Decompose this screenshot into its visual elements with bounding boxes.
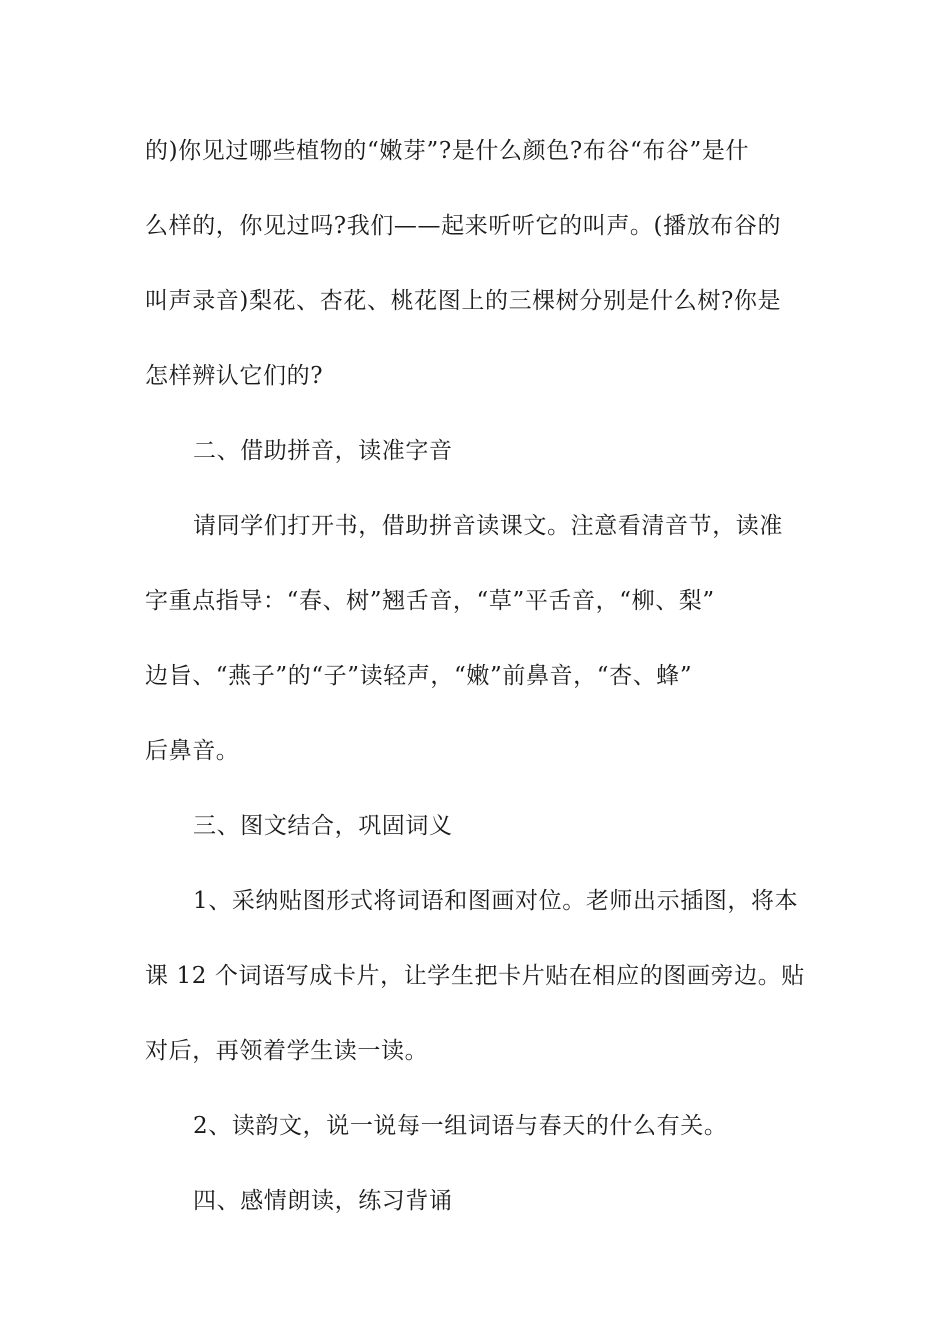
list-item-1-line-2: 课 12 个词语写成卡片，让学生把卡片贴在相应的图画旁边。贴 — [145, 963, 805, 989]
paragraph-line-2: 么样的，你见过吗?我们——起来听听它的叫声。(播放布谷的 — [145, 213, 782, 239]
paragraph-line-4: 怎样辨认它们的? — [145, 363, 324, 389]
list-item-2: 2、读韵文，说一说每一组词语与春天的什么有关。 — [193, 1113, 728, 1139]
paragraph-line-3: 叫声录音)梨花、杏花、桃花图上的三棵树分别是什么树?你是 — [145, 288, 782, 314]
paragraph-line-5: 请同学们打开书，借助拼音读课文。注意看清音节，读准 — [193, 513, 783, 539]
paragraph-line-7: 边旨、“燕子”的“子”读轻声，“嫩”前鼻音，“杏、蜂” — [145, 663, 693, 689]
paragraph-line-1: 的)你见过哪些植物的“嫩芽”?是什么颜色?布谷“布谷”是什 — [145, 138, 750, 164]
list-item-1-line-3: 对后，再领着学生读一读。 — [145, 1038, 429, 1064]
section-heading-3: 三、图文结合，巩固词义 — [193, 813, 453, 839]
paragraph-line-6: 字重点指导：“春、树”翘舌音，“草”平舌音，“柳、梨” — [145, 588, 715, 614]
section-heading-2: 二、借助拼音，读准字音 — [193, 438, 453, 464]
list-item-1-line-1: 1、采纳贴图形式将词语和图画对位。老师出示插图，将本 — [193, 888, 799, 914]
section-heading-4: 四、感情朗读，练习背诵 — [193, 1188, 453, 1214]
paragraph-line-8: 后鼻音。 — [145, 738, 240, 764]
